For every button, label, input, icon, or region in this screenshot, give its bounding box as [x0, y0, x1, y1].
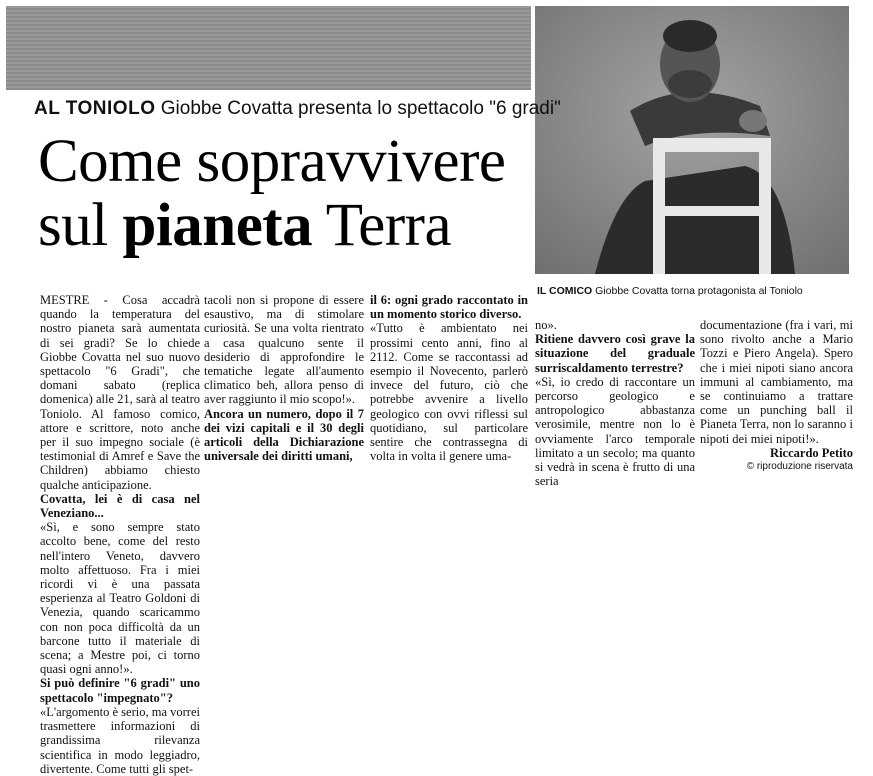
question: Covatta, lei è di casa nel Veneziano...: [40, 491, 200, 521]
question: Ancora un numero, dopo il 7 dei vizi capitali e il 30 degli articoli della Dichiarazione universale dei diritti umani,: [204, 406, 364, 464]
paragraph: no».: [535, 318, 557, 332]
paragraph: «Tutto è ambientato nei prossimi cento anni, fino al 2112. Come se raccontassi ad esempio il Novecento, parlerò invece del futuro, ciò che potrebbe avvenire a livello geologico con ovvi riflessi sul quotidiano, sul particolare sentire che contrassegna di volta in volta il genere uma-: [370, 321, 528, 464]
paragraph: MESTRE - Cosa accadrà quando la temperatura del nostro pianeta sarà aumentata di sei gradi? Se lo chiede Giobbe Covatta nel suo nuovo spettacolo "6 Gradi", che domani sabato (replica domenica) alle 21, sarà al teatro Toniolo. Al famoso comico, attore e scrittore, noto anche per il suo impegno sociale (è testimonial di Amref e Save the Children) abbiamo chiesto qualche anticipazione.: [40, 293, 200, 492]
article-column-2: [204, 293, 364, 463]
caption-label: IL COMICO: [537, 285, 593, 297]
caption-text: Giobbe Covatta torna protagonista al Toniolo: [595, 285, 803, 297]
photo-illustration: [535, 6, 849, 274]
paragraph: «Sì, e sono sempre stato accolto bene, come del resto nell'intero Veneto, davvero molto affettuoso. Fra i miei ricordi vi è una passata esperienza al Teatro Goldoni di Venezia, quando scaricammo con non poca difficoltà da un barcone tutto il materiale di scena; a Mestre poi, ci torno quasi ogni anno!».: [40, 520, 200, 677]
question: Ritiene davvero così grave la situazione del graduale surriscaldamento terrestre?: [535, 332, 695, 375]
kicker-text: Giobbe Covatta presenta lo spettacolo "6 gradi": [160, 98, 561, 119]
kicker-place: AL TONIOLO: [34, 98, 156, 119]
headline-word-sul: sul: [38, 192, 108, 259]
question: Si può definire "6 gradi" uno spettacolo "impegnato"?: [40, 676, 200, 705]
author-signature: Riccardo Petito: [770, 445, 853, 460]
kicker: [34, 98, 561, 120]
headline-word-pianeta: pianeta: [122, 192, 313, 259]
headline-word-terra: Terra: [325, 192, 452, 259]
article-column-5: [700, 318, 853, 474]
paragraph: «L'argomento è serio, ma vorrei trasmettere informazioni di grandissima rilevanza scientifica in modo leggiadro, divertente. Come tutti gli spet-: [40, 704, 200, 776]
article-column-4: [535, 318, 695, 488]
paragraph: «Sì, io credo di raccontare un percorso geologico e antropologico abbastanza verosimile, mentre non lo è ovviamente l'arco temporale limitato a un secolo; ma quanto si vedrà in scena è frutto di una seria: [535, 374, 695, 489]
photo-giobbe-covatta: [535, 6, 849, 274]
headline-line-2: [38, 194, 538, 258]
question: il 6: ogni grado raccontato in un momento storico diverso.: [370, 293, 528, 322]
paragraph: documentazione (fra i vari, mi sono rivolto anche a Mario Tozzi e Piero Angela). Spero che i miei nipoti siano ancora immuni al cambiamento, ma se continuiamo a trattare come un punching ball il Pianeta Terra, non lo saranno i nipoti dei miei nipoti!».: [700, 318, 853, 446]
paragraph: tacoli non si propone di essere esaustivo, ma di stimolare curiosità. Se una volta rientrato a casa qualcuno sente il desiderio di approfondire le tematiche legate all'aumento climatico beh, allora penso di aver raggiunto il mio scopo!».: [204, 293, 364, 407]
header-gray-band: [6, 6, 531, 90]
headline-line-1: Come sopravvivere: [38, 128, 506, 195]
photo-caption: [537, 285, 857, 297]
copyright-notice: © riproduzione riservata: [746, 461, 853, 473]
article-column-1: [40, 293, 200, 776]
headline: [38, 130, 538, 258]
article-column-3: [370, 293, 528, 463]
